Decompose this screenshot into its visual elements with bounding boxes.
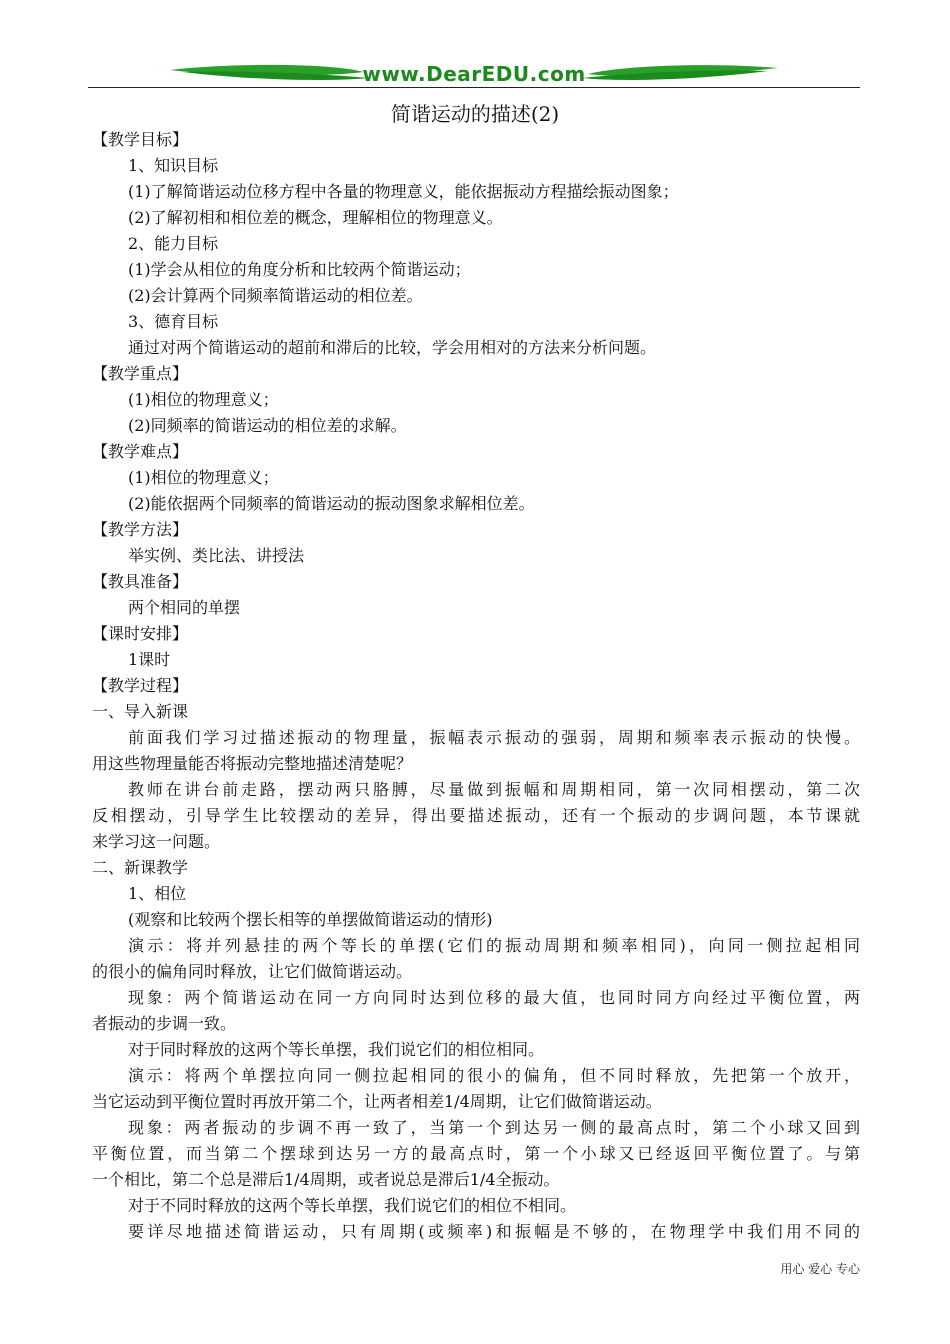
paragraph-line: 当它运动到平衡位置时再放开第二个，让两者相差1/4周期，让它们做简谐运动。: [92, 1092, 662, 1111]
paragraph-line: 来学习这一问题。: [92, 832, 221, 851]
list-item: (2)会计算两个同频率简谐运动的相位差。: [128, 286, 423, 305]
paragraph-line: 通过对两个简谐运动的超前和滞后的比较，学会用相对的方法来分析问题。: [128, 338, 657, 357]
list-item: (1)了解简谐运动位移方程中各量的物理意义，能依据振动方程描绘振动图象；: [128, 182, 679, 201]
section-heading-methods: 【教学方法】: [92, 520, 189, 539]
page-footer: 用心 爱心 专心: [780, 1262, 860, 1276]
paragraph-line: (观察和比较两个摆长相等的单摆做简谐运动的情形): [128, 910, 493, 929]
section-heading-objectives: 【教学目标】: [92, 130, 189, 149]
paragraph-line: 教师在讲台前走路，摆动两只胳膊，尽量做到振幅和周期相同，第一次同相摆动，第二次: [128, 780, 860, 799]
paragraph-line: 前面我们学习过描述振动的物理量，振幅表示振动的强弱，周期和频率表示振动的快慢。: [128, 728, 860, 747]
paragraph-line: 一个相比，第二个总是滞后1/4周期，或者说总是滞后1/4全振动。: [92, 1170, 560, 1189]
paragraph-line: 1课时: [128, 650, 171, 669]
list-item: (2)同频率的简谐运动的相位差的求解。: [128, 416, 407, 435]
paragraph-line: 者振动的步调一致。: [92, 1014, 237, 1033]
paragraph-line: 两个相同的单摆: [128, 598, 241, 617]
section-heading-key-points: 【教学重点】: [92, 364, 189, 383]
paragraph-line: 反相摆动，引导学生比较摆动的差异，得出要描述振动，还有一个振动的步调问题，本节课就: [92, 806, 860, 825]
site-logo-text: www.DearEDU.com: [362, 62, 586, 86]
paragraph-line: 用这些物理量能否将振动完整地描述清楚呢？: [92, 754, 413, 773]
paragraph-line: 对于不同时释放的这两个等长单摆，我们说它们的相位不相同。: [128, 1196, 577, 1215]
subheading-moral: 3、德育目标: [128, 312, 219, 331]
paragraph-line: 演示：将两个单摆拉向同一侧拉起相同的很小的偏角，但不同时释放，先把第一个放开，: [128, 1066, 860, 1085]
paragraph-line: 对于同时释放的这两个等长单摆，我们说它们的相位相同。: [128, 1040, 545, 1059]
paragraph-line: 举实例、类比法、讲授法: [128, 546, 305, 565]
header-divider: [88, 87, 860, 88]
list-item: (1)相位的物理意义；: [128, 468, 279, 487]
section-heading-process: 【教学过程】: [92, 676, 189, 695]
section-heading-equipment: 【教具准备】: [92, 572, 189, 591]
list-item: (1)相位的物理意义；: [128, 390, 279, 409]
subheading-phase: 1、相位: [128, 884, 187, 903]
document-body: [92, 127, 860, 1245]
section-heading-schedule: 【课时安排】: [92, 624, 189, 643]
paragraph-line: 演示：将并列悬挂的两个等长的单摆(它们的振动周期和频率相同)，向同一侧拉起相同: [128, 936, 860, 955]
paragraph-line: 平衡位置，而当第二个摆球到达另一方的最高点时，第一个小球又已经返回平衡位置了。与第: [92, 1144, 860, 1163]
paragraph-line: 现象：两个简谐运动在同一方向同时达到位移的最大值，也同时同方向经过平衡位置，两: [128, 988, 860, 1007]
section-heading-difficulties: 【教学难点】: [92, 442, 189, 461]
part-heading-new-lesson: 二、新课教学: [92, 858, 189, 877]
subheading-ability: 2、能力目标: [128, 234, 219, 253]
list-item: (2)了解初相和相位差的概念，理解相位的物理意义。: [128, 208, 503, 227]
subheading-knowledge: 1、知识目标: [128, 156, 219, 175]
part-heading-intro: 一、导入新课: [92, 702, 189, 721]
document-title: 简谐运动的描述(2): [390, 102, 560, 126]
list-item: (1)学会从相位的角度分析和比较两个简谐运动；: [128, 260, 471, 279]
paragraph-line: 要详尽地描述简谐运动，只有周期(或频率)和振幅是不够的，在物理学中我们用不同的: [128, 1222, 860, 1241]
site-header: [88, 60, 860, 94]
paragraph-line: 现象：两者振动的步调不再一致了，当第一个到达另一侧的最高点时，第二个小球又回到: [128, 1118, 860, 1137]
paragraph-line: 的很小的偏角同时释放，让它们做简谐运动。: [92, 962, 413, 981]
list-item: (2)能依据两个同频率的简谐运动的振动图象求解相位差。: [128, 494, 535, 513]
